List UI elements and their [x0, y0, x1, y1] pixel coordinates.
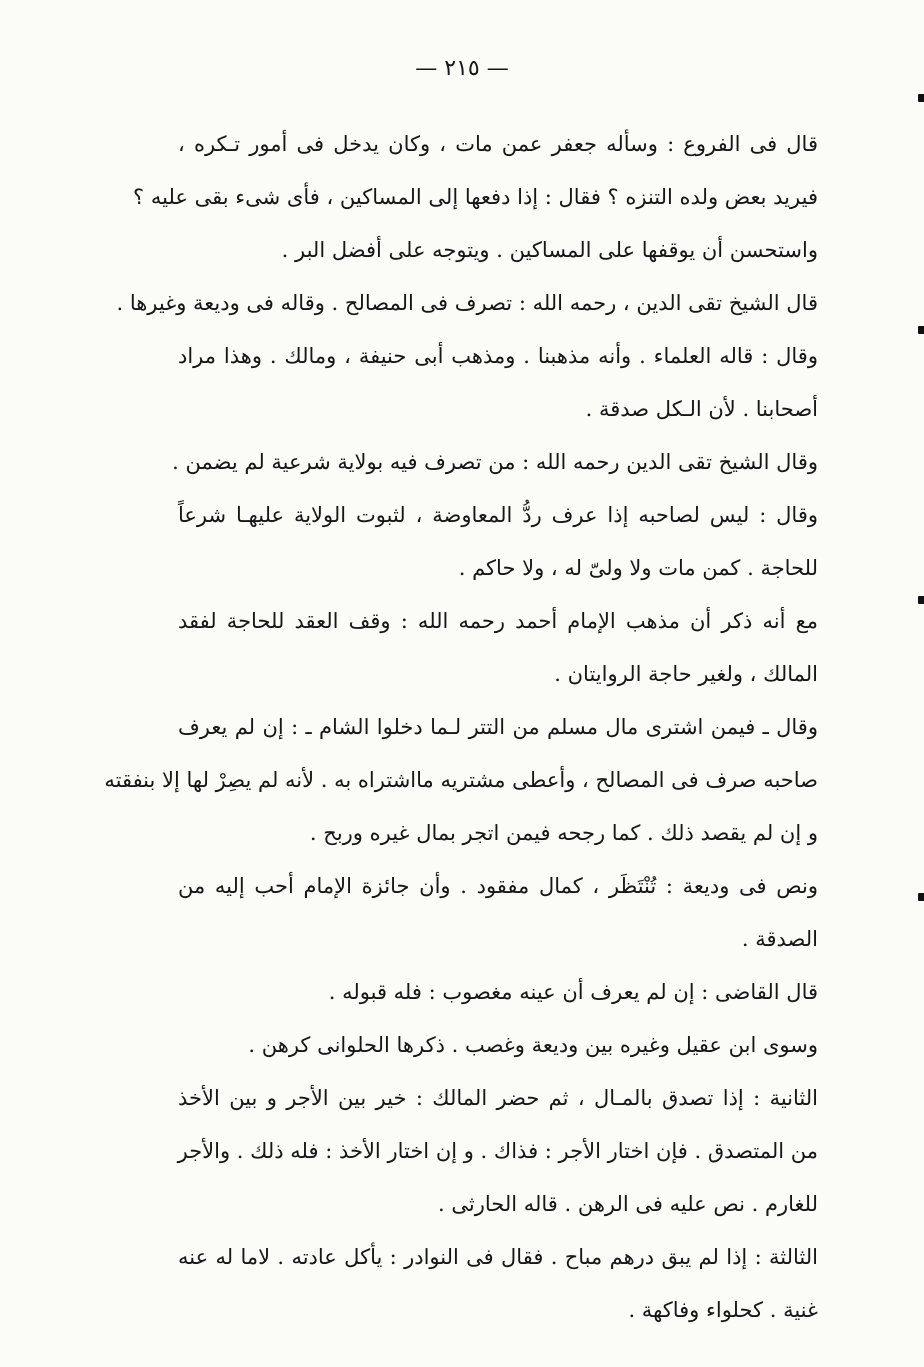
- text-line: و إن لم يقصد ذلك . كما رجحه فيمن اتجر بمال غيره وربح .: [309, 821, 818, 845]
- text-line: للغارم . نص عليه فى الرهن . قاله الحارثى .: [438, 1192, 818, 1216]
- text-line: أصحابنا . لأن الـكل صدقة .: [585, 397, 818, 421]
- text-line: قال القاضى : إن لم يعرف أن عينه مغصوب : فله قبوله .: [328, 980, 818, 1004]
- scan-mark: [918, 94, 924, 102]
- page-number: — ٢١٥ —: [415, 56, 509, 81]
- text-line: الصدقة .: [741, 927, 818, 951]
- text-line: للحاجة . كمن مات ولا ولىّ له ، ولا حاكم .: [458, 556, 818, 580]
- text-line: مع أنه ذكر أن مذهب الإمام أحمد رحمه الله : وقف العقد للحاجة لفقد: [178, 609, 818, 633]
- scan-mark: [918, 326, 924, 334]
- text-line: المالك ، ولغير حاجة الروايتان .: [554, 662, 818, 686]
- text-line: وقال ـ فيمن اشترى مال مسلم من التتر لـما دخلوا الشام ـ : إن لم يعرف: [178, 715, 818, 739]
- text-line: وقال : ليس لصاحبه إذا عرف ردُّ المعاوضة ، لثبوت الولاية عليهـا شرعاً: [178, 503, 818, 527]
- text-line: غنية . كحلواء وفاكهة .: [628, 1298, 818, 1322]
- text-line: فيريد بعض ولده التنزه ؟ فقال : إذا دفعها إلى المساكين ، فأى شىء بقى عليه ؟: [133, 185, 818, 209]
- text-line: صاحبه صرف فى المصالح ، وأعطى مشتريه مااشتراه به . لأنه لم يصِرْ لها إلا بنفقته: [104, 768, 818, 792]
- text-line: الثانية : إذا تصدق بالمـال ، ثم حضر المالك : خير بين الأجر و بين الأخذ: [178, 1086, 818, 1110]
- text-line: وقال : قاله العلماء . وأنه مذهبنا . ومذهب أبى حنيفة ، ومالك . وهذا مراد: [178, 344, 818, 368]
- text-line: من المتصدق . فإن اختار الأجر : فذاك . و إن اختار الأخذ : فله ذلك . والأجر: [177, 1139, 818, 1163]
- text-line: الثالثة : إذا لم يبق درهم مباح . فقال فى النوادر : يأكل عادته . لاما له عنه: [178, 1245, 818, 1269]
- text-line: وسوى ابن عقيل وغيره بين وديعة وغصب . ذكرها الحلوانى كرهن .: [248, 1033, 818, 1057]
- text-line: واستحسن أن يوقفها على المساكين . ويتوجه على أفضل البر .: [281, 238, 818, 262]
- text-line: ونص فى وديعة : تُنْتَظَر ، كمال مفقود . وأن جائزة الإمام أحب إليه من: [178, 874, 818, 898]
- text-line: قال الشيخ تقى الدين ، رحمه الله : تصرف فى المصالح . وقاله فى وديعة وغيرها .: [116, 291, 818, 315]
- scan-mark: [918, 596, 924, 604]
- body-text: [104, 118, 818, 1337]
- text-line: قال فى الفروع : وسأله جعفر عمن مات ، وكان يدخل فى أمور تـكره ،: [178, 132, 818, 156]
- text-line: وقال الشيخ تقى الدين رحمه الله : من تصرف فيه بولاية شرعية لم يضمن .: [172, 450, 818, 474]
- scan-mark: [918, 893, 924, 901]
